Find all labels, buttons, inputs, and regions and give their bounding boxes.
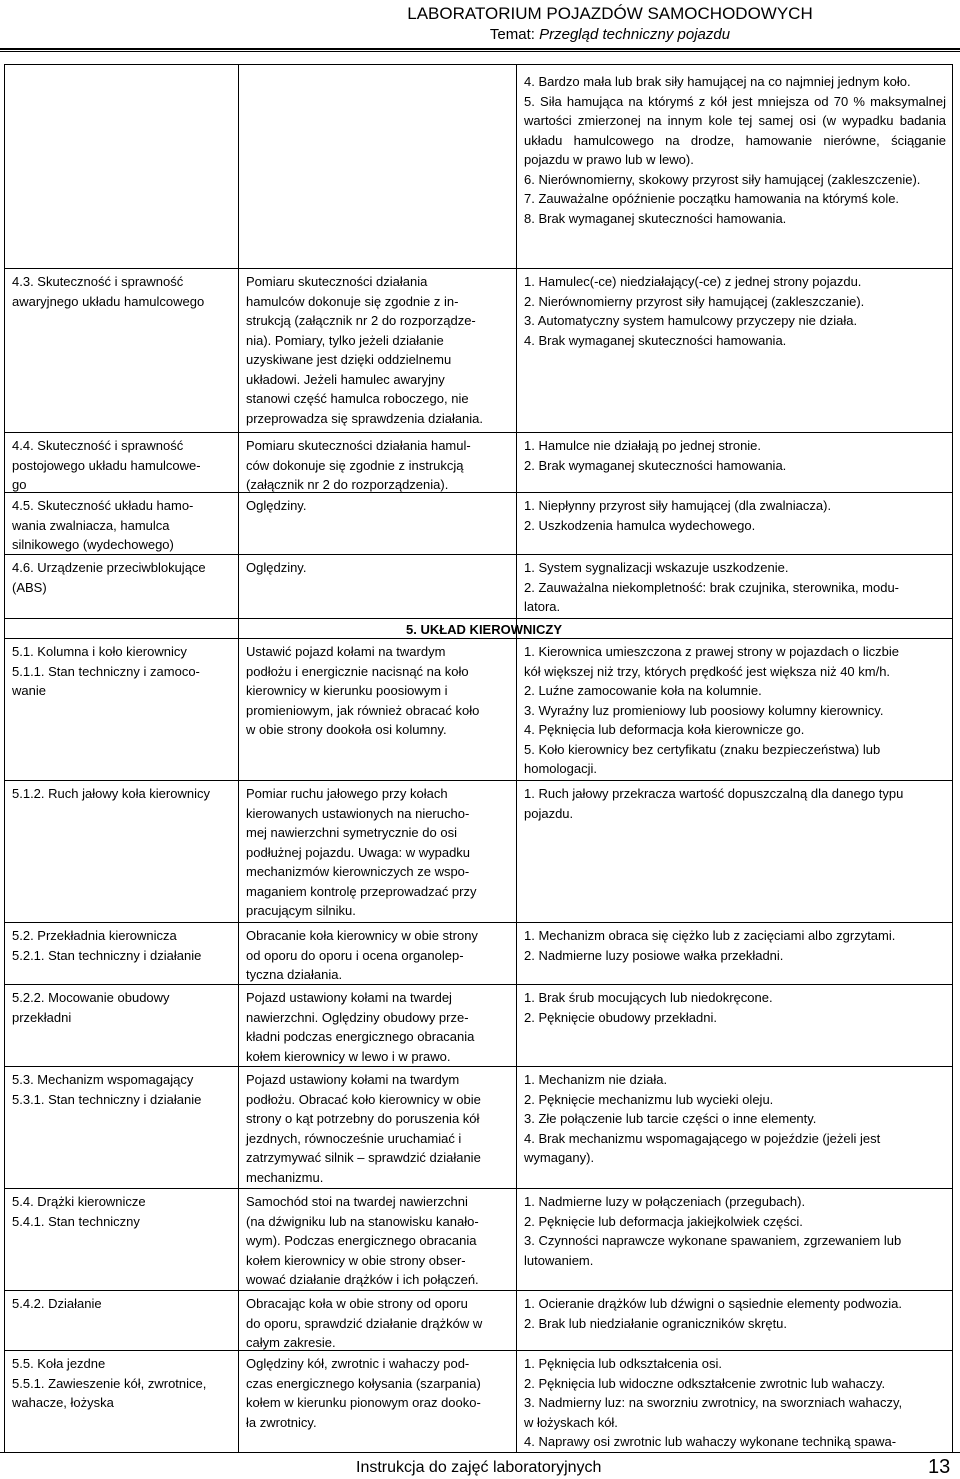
text-line: 2. Brak lub niedziałanie ograniczników skrętu. [524, 1315, 788, 1331]
row-separator [4, 1350, 952, 1351]
finding-7: 7. Zauważalne opóźnienie początku hamowania na którymś kole. [524, 191, 900, 206]
text-line: Obracanie koła kierownicy w obie strony [246, 928, 478, 943]
text-line: od oporu do oporu i ocena organolep- [246, 947, 464, 963]
text-line: Oględziny. [246, 498, 307, 513]
row-item-name [12, 784, 234, 804]
text-line: 4.3. Skuteczność i sprawność [12, 274, 184, 289]
text-line: Obracając koła w obie strony od oporu [246, 1296, 468, 1311]
text-line: Pomiaru skuteczności działania hamul- [246, 438, 471, 453]
text-line: pracującym silniku. [246, 903, 356, 918]
text-line: 3. Nadmierny luz: na sworzniu zwrotnicy, na sworzniach wahaczy, [524, 1395, 903, 1410]
text-line: Oględziny. [246, 560, 307, 575]
text-line: 4.6. Urządzenie przeciwblokujące [12, 560, 206, 575]
finding-6: 6. Nierównomierny, skokowy przyrost siły hamującej (zakleszczenie). [524, 171, 921, 187]
text-line: wować działanie drążków i ich połączeń. [246, 1272, 479, 1287]
text-line: 4. Brak mechanizmu wspomagającego w pojeździe (jeżeli jest [524, 1130, 881, 1146]
footer-rule [0, 1452, 960, 1453]
text-line: 5.4. Drążki kierownicze [12, 1194, 146, 1209]
text-line: Pojazd ustawiony kołami na twardej [246, 990, 452, 1005]
text-line: 5.5. Koła jezdne [12, 1356, 106, 1371]
text-line: układowi. Jeżeli hamulec awaryjny [246, 371, 445, 387]
row-findings [524, 272, 946, 350]
row-separator [4, 554, 952, 555]
text-line: 1. Ocieranie drążków lub dźwigni o sąsiednie elementy podwozia. [524, 1296, 902, 1311]
row-method [246, 1070, 512, 1187]
text-line: 2. Zauważalna niekompletność: brak czujnika, sterownika, modu- [524, 579, 900, 595]
text-line: podłożu. Obracać koło kierownicy w obie [246, 1091, 481, 1107]
text-line: strukcją (załącznik nr 2 do rozporządze- [246, 313, 476, 328]
text-line: go [12, 477, 27, 492]
row-separator [4, 780, 952, 781]
text-line: 1. Pęknięcia lub odkształcenia osi. [524, 1356, 723, 1371]
text-line: 2. Pęknięcie lub deformacja jakiejkolwiek części. [524, 1213, 803, 1229]
text-line: czas energicznego kołysania (szarpania) [246, 1375, 481, 1391]
row-findings [524, 926, 946, 965]
row-item-name [12, 1354, 234, 1413]
row-findings [524, 988, 946, 1027]
text-line: 5.1.1. Stan techniczny i zamoco- [12, 663, 200, 679]
row-item-name [12, 926, 234, 965]
row-method [246, 926, 512, 985]
topic-line: Temat: Przegląd techniczny pojazdu [489, 26, 731, 43]
text-line: 1. System sygnalizacji wskazuje uszkodzenie. [524, 560, 789, 575]
text-line: zatrzymywać silnik – sprawdzić działanie [246, 1150, 481, 1165]
text-line: wahacze, łożyska [12, 1395, 114, 1410]
text-line: 3. Czynności naprawcze wykonane spawaniem, zgrzewaniem lub [524, 1233, 902, 1248]
text-line: Oględziny kół, zwrotnic i wahaczy pod- [246, 1356, 470, 1371]
text-line: w obie strony dookoła osi kolumny. [246, 722, 447, 737]
row-findings [524, 784, 946, 823]
text-line: Pojazd ustawiony kołami na twardym [246, 1072, 460, 1087]
text-line: 1. Hamulce nie działają po jednej stronie. [524, 438, 762, 453]
text-line: 5.5.1. Zawieszenie kół, zwrotnice, [12, 1375, 207, 1391]
text-line: 2. Nadmierne luzy posiowe wałka przekładni. [524, 947, 784, 963]
text-line: promieniowym, jak również obracać koło [246, 702, 480, 718]
row-item-name [12, 436, 234, 495]
row-findings [524, 642, 946, 779]
row-separator [4, 492, 952, 493]
row-findings [524, 1070, 946, 1168]
row-separator [4, 268, 952, 269]
lab-title: LABORATORIUM POJAZDÓW SAMOCHODOWYCH [407, 4, 813, 23]
text-line: 4. Pęknięcia lub deformacja koła kierownicze go. [524, 722, 805, 737]
text-line: 5.1. Kolumna i koło kierownicy [12, 644, 187, 659]
text-line: przekładni [12, 1009, 72, 1025]
text-line: 4.4. Skuteczność i sprawność [12, 438, 184, 453]
finding-5: 5. Siła hamująca na którymś z kół jest mniejsza od 70 % maksymalnej wartości zmierzonej na innym kole tej samej osi (w wypadku badania układu hamulcowego na drodze, hamowanie nierówne, ściąganie pojazdu w prawo lub w lewo). [524, 93, 946, 167]
text-line: (załącznik nr 2 do rozporządzenia). [246, 477, 449, 492]
text-line: mechanizmu. [246, 1169, 324, 1185]
row-method [246, 988, 512, 1066]
continued-findings [524, 72, 946, 228]
row-findings [524, 1192, 946, 1270]
row-findings [524, 436, 946, 475]
text-line: hamulców dokonuje się zgodnie z in- [246, 293, 459, 309]
text-line: lutowaniem. [524, 1252, 594, 1268]
text-line: kołem kierownicy w obie strony obser- [246, 1252, 466, 1268]
text-line: wania zwalniacza, hamulca [12, 517, 170, 533]
row-method [246, 496, 512, 516]
text-line: 5. Koło kierownicy bez certyfikatu (znaku bezpieczeństwa) lub [524, 741, 881, 757]
row-separator [4, 618, 952, 619]
topic-title: Przegląd techniczny pojazdu [539, 26, 731, 43]
text-line: 1. Mechanizm obraca się ciężko lub z zacięciami albo zgrzytami. [524, 928, 896, 943]
row-method [246, 558, 512, 578]
text-line: Samochód stoi na twardej nawierzchni [246, 1194, 468, 1209]
text-line: całym zakresie. [246, 1335, 336, 1350]
text-line: Pomiar ruchu jałowego przy kołach [246, 786, 448, 801]
row-method [246, 272, 512, 428]
text-line: przeprowadza się sprawdzenia działania. [246, 410, 484, 426]
row-separator [4, 432, 952, 433]
text-line: awaryjnego układu hamulcowego [12, 293, 205, 309]
text-line: ła zwrotnicy. [246, 1414, 317, 1430]
row-item-name [12, 642, 234, 701]
row-item-name [12, 272, 234, 311]
text-line: pojazdu. [524, 805, 574, 821]
text-line: 2. Uszkodzenia hamulca wydechowego. [524, 517, 756, 533]
row-item-name [12, 558, 234, 597]
text-line: 3. Automatyczny system hamulcowy przyczepy nie działa. [524, 313, 858, 328]
table-border-col2 [516, 64, 517, 1452]
text-line: kołem w kierunku pionowym oraz dooko- [246, 1395, 481, 1410]
finding-8: 8. Brak wymaganej skuteczności hamowania. [524, 210, 787, 226]
row-item-name [12, 1294, 234, 1314]
text-line: nia). Pomiary, tylko jeżeli działanie [246, 332, 444, 348]
text-line: 5.2. Przekładnia kierownicza [12, 928, 177, 943]
text-line: 2. Pęknięcie mechanizmu lub wycieki oleju. [524, 1091, 774, 1107]
row-separator [4, 1066, 952, 1067]
row-method [246, 642, 512, 740]
text-line: homologacji. [524, 761, 597, 776]
text-line: strony o kąt potrzebny do poruszenia kół [246, 1111, 480, 1126]
text-line: 2. Brak wymaganej skuteczności hamowania. [524, 457, 787, 473]
footer-text: Instrukcja do zajęć laboratoryjnych [356, 1459, 602, 1476]
text-line: 2. Pęknięcia lub widoczne odkształcenie zwrotnic lub wahaczy. [524, 1375, 886, 1391]
text-line: mej nawierzchni symetrycznie do osi [246, 825, 457, 840]
text-line: 4. Brak wymaganej skuteczności hamowania. [524, 332, 787, 348]
text-line: 4.5. Skuteczność układu hamo- [12, 498, 194, 513]
text-line: kierownicy w kierunku poosiowym i [246, 683, 448, 698]
row-item-name [12, 1070, 234, 1109]
row-separator [4, 638, 952, 639]
text-line: 5.3. Mechanizm wspomagający [12, 1072, 194, 1087]
text-line: uzyskiwane jest dzięki oddzielnemu [246, 352, 452, 367]
table-border-col1 [238, 64, 239, 1452]
text-line: tyczna działania. [246, 967, 343, 982]
finding-4: 4. Bardzo mała lub brak siły hamującej na co najmniej jednym koło. [524, 74, 911, 89]
text-line: do oporu, sprawdzić działanie drążków w [246, 1315, 483, 1331]
text-line: podłożu i energicznie nacisnąć na koło [246, 663, 469, 679]
text-line: 5.4.2. Działanie [12, 1296, 102, 1311]
text-line: 1. Brak śrub mocujących lub niedokręcone. [524, 990, 773, 1005]
header-rule [0, 48, 960, 50]
text-line: 5.2.2. Mocowanie obudowy [12, 990, 170, 1005]
row-method [246, 436, 512, 495]
row-separator [4, 1290, 952, 1291]
text-line: latora. [524, 599, 561, 614]
page-number: 13 [928, 1456, 951, 1478]
text-line: 2. Pęknięcie obudowy przekładni. [524, 1009, 717, 1025]
text-line: podłużnej pojazdu. Uwaga: w wypadku [246, 844, 471, 860]
text-line: nawierzchni. Oględziny obudowy prze- [246, 1009, 469, 1025]
row-findings [524, 558, 946, 617]
text-line: 4. Naprawy osi zwrotnic lub wahaczy wykonane techniką spawa- [524, 1434, 897, 1449]
text-line: 5.3.1. Stan techniczny i działanie [12, 1091, 202, 1107]
row-findings [524, 1354, 946, 1452]
text-line: kładni podczas energicznego obracania [246, 1029, 475, 1044]
text-line: kół większej niż trzy, których prędkość jest większa niż 40 km/h. [524, 663, 891, 679]
text-line: 2. Nierównomierny przyrost siły hamującej (zakleszczanie). [524, 293, 865, 309]
text-line: jezdnych, równocześnie uruchamiać i [246, 1130, 462, 1146]
row-method [246, 1294, 512, 1353]
text-line: 1. Ruch jałowy przekracza wartość dopuszczalną dla danego typu [524, 786, 904, 801]
text-line: Pomiaru skuteczności działania [246, 274, 428, 289]
row-method [246, 784, 512, 921]
text-line: postojowego układu hamulcowe- [12, 457, 201, 473]
text-line: 3. Złe połączenie lub tarcie części o inne elementy. [524, 1111, 817, 1126]
text-line: maganiem kontrolę przeprowadzać przy [246, 883, 477, 899]
text-line: ców dokonuje się zgodnie z instrukcją [246, 457, 464, 473]
text-line: kierowanych ustawionych na nierucho- [246, 805, 470, 821]
text-line: mechanizmów kierowniczych ze wspo- [246, 864, 470, 879]
table-border-top [4, 64, 952, 65]
page-header [260, 3, 960, 45]
text-line: (na dźwigniku lub na stanowisku kanało- [246, 1213, 479, 1229]
text-line: 1. Kierownica umieszczona z prawej strony w pojazdach o liczbie [524, 644, 900, 659]
row-item-name [12, 1192, 234, 1231]
row-item-name [12, 496, 234, 555]
text-line: 1. Nadmierne luzy w połączeniach (przegubach). [524, 1194, 806, 1209]
text-line: wym). Podczas energicznego obracania [246, 1233, 477, 1248]
table-border-left [4, 64, 5, 1452]
text-line: Ustawić pojazd kołami na twardym [246, 644, 446, 659]
text-line: 1. Niepłynny przyrost siły hamującej (dla zwalniacza). [524, 498, 832, 513]
text-line: wymagany). [524, 1150, 595, 1165]
text-line: 5.4.1. Stan techniczny [12, 1213, 140, 1229]
text-line: 3. Wyraźny luz promieniowy lub poosiowy kolumny kierownicy. [524, 702, 884, 718]
row-separator [4, 984, 952, 985]
text-line: 1. Hamulec(-ce) niedziałający(-ce) z jednej strony pojazdu. [524, 274, 862, 289]
row-findings [524, 1294, 946, 1333]
text-line: 5.1.2. Ruch jałowy koła kierownicy [12, 786, 210, 801]
row-method [246, 1354, 512, 1432]
text-line: kołem kierownicy w lewo i w prawo. [246, 1048, 451, 1064]
header-rule-thin [0, 51, 960, 52]
text-line: (ABS) [12, 579, 47, 595]
text-line: wanie [12, 683, 46, 698]
section-steering-title: 5. UKŁAD KIEROWNICZY [406, 622, 562, 637]
row-separator [4, 1188, 952, 1189]
text-line: silnikowego (wydechowego) [12, 537, 174, 552]
row-findings [524, 496, 946, 535]
text-line: 5.2.1. Stan techniczny i działanie [12, 947, 202, 963]
text-line: w łożyskach kół. [524, 1414, 618, 1430]
text-line: stanowi część hamulca roboczego, nie [246, 391, 469, 406]
row-method [246, 1192, 512, 1290]
table-border-right [952, 64, 953, 1452]
text-line: 2. Luźne zamocowanie koła na kolumnie. [524, 683, 762, 698]
row-item-name [12, 988, 234, 1027]
row-separator [4, 922, 952, 923]
text-line: 1. Mechanizm nie działa. [524, 1072, 668, 1087]
